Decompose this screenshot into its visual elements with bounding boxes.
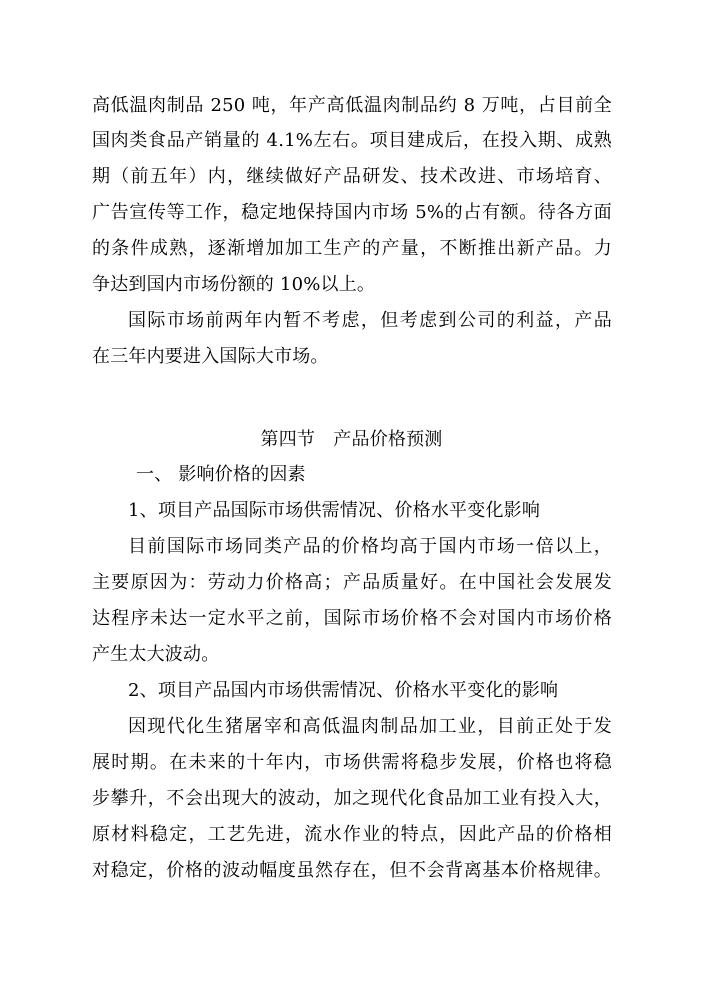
paragraph-1-line-1: 高低温肉制品 250 吨，年产高低温肉制品约 8 万吨，占目前全: [92, 95, 612, 116]
paragraph-1-line-6: 争达到国内市场份额的 10%以上。: [92, 274, 376, 295]
paragraph-1-line-5: 的条件成熟，逐渐增加加工生产的产量，不断推出新产品。力: [92, 238, 612, 259]
item-1-line-3: 达程序未达一定水平之前，国际市场价格不会对国内市场价格: [92, 608, 612, 629]
paragraph-1-line-3: 期（前五年）内，继续做好产品研发、技术改进、市场培育、: [92, 166, 612, 187]
subheading-factors: 一、 影响价格的因素: [136, 464, 306, 485]
item-2-line-3: 步攀升，不会出现大的波动，加之现代化食品加工业有投入大，: [92, 788, 612, 809]
item-1-heading: 1、项目产品国际市场供需情况、价格水平变化影响: [128, 500, 541, 521]
paragraph-1-line-2: 国肉类食品产销量的 4.1%左右。项目建成后，在投入期、成熟: [92, 130, 612, 151]
item-2-line-5: 对稳定，价格的波动幅度虽然存在，但不会背离基本价格规律。: [92, 860, 612, 881]
paragraph-2-line-2: 在三年内要进入国际大市场。: [92, 346, 329, 367]
section-title: 第四节 产品价格预测: [260, 429, 443, 450]
item-1-line-4: 产生太大波动。: [92, 644, 220, 665]
paragraph-2-line-1: 国际市场前两年内暂不考虑，但考虑到公司的利益，产品: [128, 310, 612, 331]
item-2-line-2: 展时期。在未来的十年内，市场供需将稳步发展，价格也将稳: [92, 752, 612, 773]
item-1-line-2: 主要原因为：劳动力价格高；产品质量好。在中国社会发展发: [92, 572, 612, 593]
item-2-heading: 2、项目产品国内市场供需情况、价格水平变化的影响: [128, 680, 559, 701]
item-2-line-1: 因现代化生猪屠宰和高低温肉制品加工业，目前正处于发: [128, 716, 612, 737]
item-2-line-4: 原材料稳定，工艺先进，流水作业的特点，因此产品的价格相: [92, 824, 612, 845]
item-1-line-1: 目前国际市场同类产品的价格均高于国内市场一倍以上，: [128, 536, 612, 557]
paragraph-1-line-4: 广告宣传等工作，稳定地保持国内市场 5%的占有额。待各方面: [92, 202, 612, 223]
